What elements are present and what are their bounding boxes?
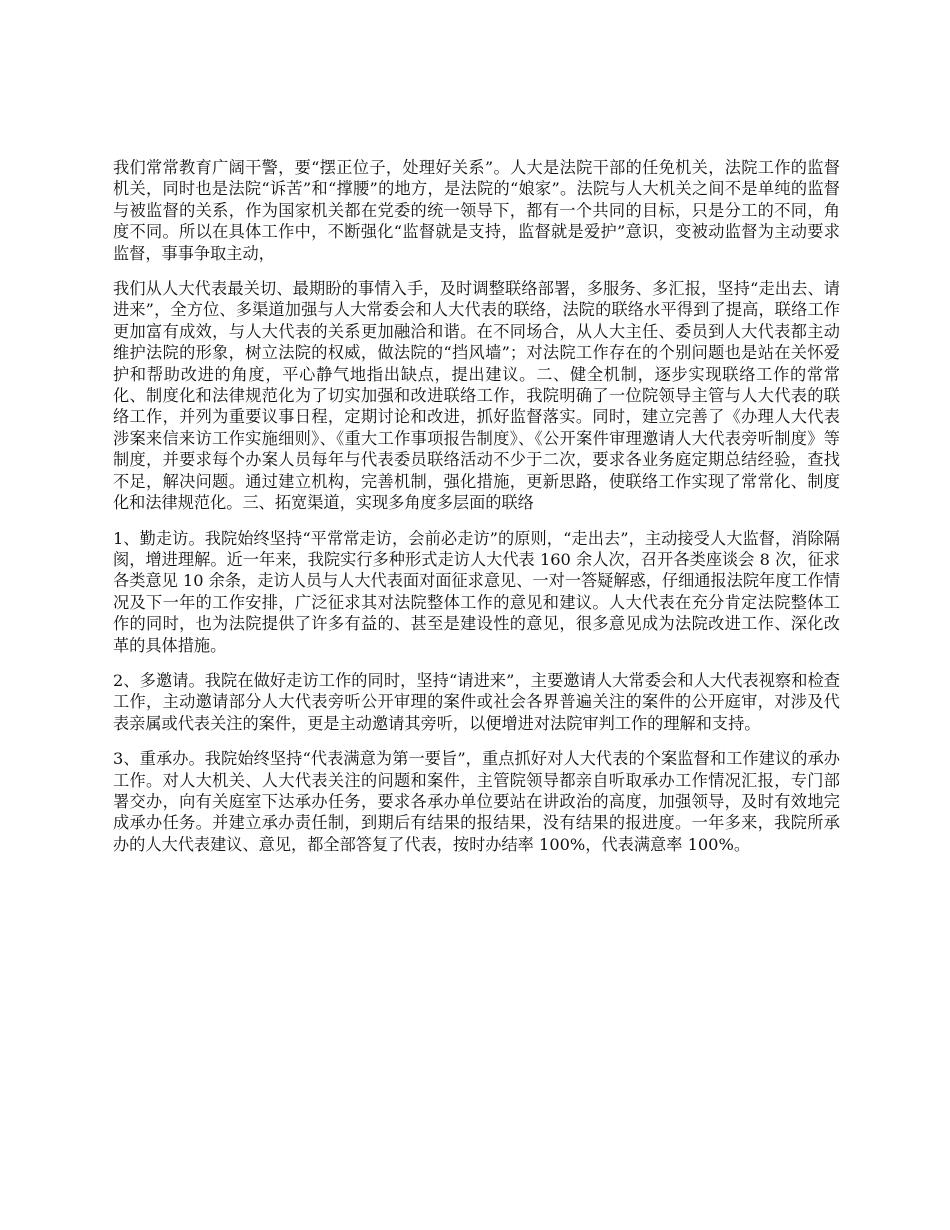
paragraph-5: 3、重承办。我院始终坚持“代表满意为第一要旨”，重点抓好对人大代表的个案监督和工作建议的承办工作。对人大机关、人大代表关注的问题和案件，主管院领导都亲自听取承办工作情况汇报，专门部署交办，向有关庭室下达承办任务，要求各承办单位要站在讲政治的高度，加强领导，及时有效地完成承办任务。并建立承办责任制，到期后有结果的报结果，没有结果的报进度。一年多来，我院所承办的人大代表建议、意见，都全部答复了代表，按时办结率 100%，代表满意率 100%。 <box>113 749 840 854</box>
paragraph-2: 我们从人大代表最关切、最期盼的事情入手，及时调整联络部署，多服务、多汇报，坚持“走出去、请进来”，全方位、多渠道加强与人大常委会和人大代表的联络，法院的联络水平得到了提高，联络工作更加富有成效，与人大代表的关系更加融洽和谐。在不同场合，从人大主任、委员到人大代表都主动维护法院的形象，树立法院的权威，做法院的“挡风墙”；对法院工作存在的个别问题也是站在关怀爱护和帮助改进的角度，平心静气地指出缺点，提出建议。二、健全机制，逐步实现联络工作的常常化、制度化和法律规范化为了切实加强和改进联络工作，我院明确了一位院领导主管与人大代表的联络工作，并列为重要议事日程，定期讨论和改进，抓好监督落实。同时，建立完善了《办理人大代表涉案来信来访工作实施细则》、《重大工作事项报告制度》、《公开案件审理邀请人大代表旁听制度》等制度，并要求每个办案人员每年与代表委员联络活动不少于二次，要求各业务庭定期总结经验，查找不足，解决问题。通过建立机构，完善机制，强化措施，更新思路，使联络工作实现了常常化、制度化和法律规范化。三、拓宽渠道，实现多角度多层面的联络 <box>113 279 840 513</box>
paragraph-1: 我们常常教育广阔干警，要“摆正位子，处理好关系”。人大是法院干部的任免机关，法院工作的监督机关，同时也是法院“诉苦”和“撑腰”的地方，是法院的“娘家”。法院与人大机关之间不是单纯的监督与被监督的关系，作为国家机关都在党委的统一领导下，都有一个共同的目标，只是分工的不同，角度不同。所以在具体工作中，不断强化“监督就是支持，监督就是爱护”意识，变被动监督为主动要求监督，事事争取主动， <box>113 158 840 263</box>
paragraph-3: 1、勤走访。我院始终坚持“平常常走访，会前必走访”的原则，“走出去”，主动接受人大监督，消除隔阂，增进理解。近一年来，我院实行多种形式走访人大代表 160 余人次，召开各类座谈会 8 次，征求各类意见 10 余条，走访人员与人大代表面对面征求意见、一对一答疑解惑，仔细通报法院年度工作情况及下一年的工作安排，广泛征求其对法院整体工作的意见和建议。人大代表在充分肯定法院整体工作的同时，也为法院提供了许多有益的、甚至是建设性的意见，很多意见成为法院改进工作、深化改革的具体措施。 <box>113 528 840 655</box>
paragraph-4: 2、多邀请。我院在做好走访工作的同时，坚持“请进来”，主要邀请人大常委会和人大代表视察和检查工作，主动邀请部分人大代表旁听公开审理的案件或社会各界普遍关注的案件的公开庭审，对涉及代表亲属或代表关注的案件，更是主动邀请其旁听，以便增进对法院审判工作的理解和支持。 <box>113 670 840 733</box>
document-body <box>113 157 840 869</box>
